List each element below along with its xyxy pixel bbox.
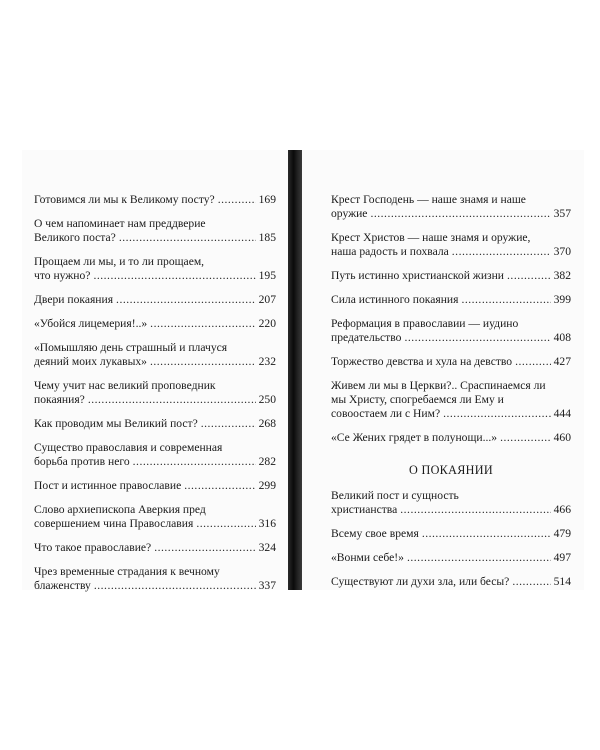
page-number: 282 — [258, 455, 276, 468]
toc-entry-row — [331, 575, 571, 589]
page-number: 466 — [553, 503, 571, 516]
page-number: 220 — [258, 317, 276, 330]
toc-entry-title-line: Чрез временные страдания к вечному — [34, 565, 220, 578]
toc-entry — [34, 503, 276, 531]
toc-entry — [331, 231, 571, 259]
toc-entry-title: борьба против него — [34, 455, 130, 468]
toc-entry-title: совоостаем ли с Ним? — [331, 407, 441, 420]
page-number: 232 — [258, 355, 276, 368]
toc-entry-row — [331, 527, 571, 541]
toc-entry-row — [34, 455, 276, 469]
page-number: 479 — [553, 527, 571, 540]
toc-entry-title: деяний моих лукавых» — [34, 355, 147, 368]
dot-leader — [461, 293, 550, 307]
toc-entry-row — [331, 503, 571, 517]
dot-leader — [500, 431, 551, 445]
toc-entry-title-line: мы Христу, спогребаемся ли Ему и — [331, 393, 504, 406]
toc-entry-title: Путь истинно христианской жизни — [331, 269, 505, 282]
toc-entry-title: Двери покаяния — [34, 293, 114, 306]
toc-entry-title: «Се Жених грядет в полунощи...» — [331, 431, 498, 444]
toc-entry-row — [331, 207, 571, 221]
toc-entry-title: наша радость и похвала — [331, 245, 449, 258]
page-number: 357 — [553, 207, 571, 220]
dot-leader — [93, 269, 255, 283]
book-spine — [288, 150, 302, 590]
page-number: 299 — [258, 479, 276, 492]
toc-entry-title-line: Крест Господень — наше знамя и наше — [331, 193, 526, 206]
toc-entry-row — [331, 431, 571, 445]
dot-leader — [407, 551, 551, 565]
dot-leader — [154, 541, 255, 555]
page-number: 250 — [258, 393, 276, 406]
dot-leader — [443, 407, 551, 421]
toc-entry-title-line: Великий пост и сущность — [331, 489, 459, 502]
page-number: 195 — [258, 269, 276, 282]
toc-entry — [34, 479, 276, 493]
dot-leader — [119, 231, 256, 245]
toc-entry — [34, 293, 276, 307]
dot-leader — [150, 355, 256, 369]
toc-entry-title: «Вонми себе!» — [331, 551, 404, 564]
toc-entry-title-line: О чем напоминает нам преддверие — [34, 217, 206, 230]
page-number: 370 — [553, 245, 571, 258]
toc-entry-row — [34, 193, 276, 207]
toc-entry-row — [34, 355, 276, 369]
toc-left-column — [34, 193, 276, 603]
toc-entry-title: Существуют ли духи зла, или бесы? — [331, 575, 510, 588]
toc-entry-title-line: Чему учит нас великий проповедник — [34, 379, 216, 392]
page-number: 169 — [258, 193, 276, 206]
toc-entry — [331, 317, 571, 345]
toc-entry — [34, 565, 276, 593]
dot-leader — [116, 293, 256, 307]
toc-entry-row — [34, 417, 276, 431]
toc-entry — [34, 255, 276, 283]
toc-entry-title: что нужно? — [34, 269, 91, 282]
toc-entry — [331, 355, 571, 369]
dot-leader — [94, 579, 256, 593]
dot-leader — [515, 355, 551, 369]
toc-entry — [331, 527, 571, 541]
toc-entry-title: предательство — [331, 331, 402, 344]
toc-entry-title: Как проводим мы Великий пост? — [34, 417, 198, 430]
dot-leader — [133, 455, 256, 469]
toc-entry-title: оружие — [331, 207, 368, 220]
page-number: 185 — [258, 231, 276, 244]
toc-entry — [34, 379, 276, 407]
toc-entry-row — [34, 541, 276, 555]
toc-entry-title-line: Слово архиепископа Аверкия пред — [34, 503, 206, 516]
toc-entry — [331, 551, 571, 565]
toc-entry-title: Всему свое время — [331, 527, 419, 540]
dot-leader — [404, 331, 550, 345]
toc-entry-title: Торжество девства и хула на девство — [331, 355, 513, 368]
dot-leader — [507, 269, 551, 283]
toc-entry — [34, 541, 276, 555]
dot-leader — [370, 207, 550, 221]
dot-leader — [88, 393, 256, 407]
toc-entry — [34, 417, 276, 431]
toc-entry-title: совершением чина Православия — [34, 517, 194, 530]
dot-leader — [400, 503, 550, 517]
toc-entry-row — [331, 293, 571, 307]
page-number: 497 — [553, 551, 571, 564]
dot-leader — [184, 479, 255, 493]
toc-entry — [34, 317, 276, 331]
dot-leader — [196, 517, 255, 531]
page-number: 316 — [258, 517, 276, 530]
dot-leader — [452, 245, 551, 259]
toc-entry-title: Сила истинного покаяния — [331, 293, 459, 306]
toc-entry-title-line: «Помышляю день страшный и плачуся — [34, 341, 228, 354]
toc-entry-row — [34, 293, 276, 307]
toc-entry-row — [331, 551, 571, 565]
toc-entry-title-line: Реформация в православии — иудино — [331, 317, 519, 330]
dot-leader — [218, 193, 256, 207]
dot-leader — [201, 417, 256, 431]
page-number: 268 — [258, 417, 276, 430]
toc-entry-row — [34, 317, 276, 331]
section-heading: О ПОКАЯНИИ — [409, 463, 493, 477]
toc-entry-title: Готовимся ли мы к Великому посту? — [34, 193, 215, 206]
toc-entry — [34, 217, 276, 245]
toc-entry-title: покаяния? — [34, 393, 85, 406]
toc-entry-title-line: Живем ли мы в Церкви?.. Сраспинаемся ли — [331, 379, 546, 392]
toc-entry-row — [34, 231, 276, 245]
page-number: 514 — [553, 575, 571, 588]
toc-entry — [331, 489, 571, 517]
toc-entry — [331, 193, 571, 221]
toc-entry-row — [331, 331, 571, 345]
page-number: 207 — [258, 293, 276, 306]
toc-entry-row — [34, 393, 276, 407]
toc-entry-title: Что такое православие? — [34, 541, 152, 554]
toc-entry — [331, 269, 571, 283]
toc-entry — [331, 379, 571, 421]
toc-entry-row — [331, 269, 571, 283]
toc-entry — [331, 575, 571, 589]
toc-entry-row — [34, 269, 276, 283]
toc-entry-title: «Убойся лицемерия!..» — [34, 317, 148, 330]
toc-entry-title: Великого поста? — [34, 231, 116, 244]
toc-entry-title: христианства — [331, 503, 398, 516]
toc-entry-title-line: Прощаем ли мы, и то ли прощаем, — [34, 255, 205, 268]
toc-entry — [331, 293, 571, 307]
page-number: 324 — [258, 541, 276, 554]
toc-entry — [34, 341, 276, 369]
page-number: 427 — [553, 355, 571, 368]
toc-entry-title: блаженству — [34, 579, 91, 592]
toc-entry-row — [34, 479, 276, 493]
page-number: 408 — [553, 331, 571, 344]
toc-entry-row — [331, 407, 571, 421]
toc-entry — [34, 193, 276, 207]
toc-entry-row — [34, 579, 276, 593]
page-number: 444 — [553, 407, 571, 420]
page-number: 399 — [553, 293, 571, 306]
toc-entry-title-line: Крест Христов — наше знамя и оружие, — [331, 231, 531, 244]
toc-entry-title: Пост и истинное православие — [34, 479, 182, 492]
dot-leader — [422, 527, 551, 541]
page-number: 337 — [258, 579, 276, 592]
toc-entry-title-line: Существо православия и современная — [34, 441, 223, 454]
toc-right-column — [331, 193, 571, 599]
toc-entry — [34, 441, 276, 469]
page-number: 382 — [553, 269, 571, 282]
toc-entry-row — [34, 517, 276, 531]
dot-leader — [512, 575, 550, 589]
toc-entry — [331, 431, 571, 445]
toc-entry-row — [331, 245, 571, 259]
page-number: 460 — [553, 431, 571, 444]
dot-leader — [150, 317, 255, 331]
toc-entry-row — [331, 355, 571, 369]
